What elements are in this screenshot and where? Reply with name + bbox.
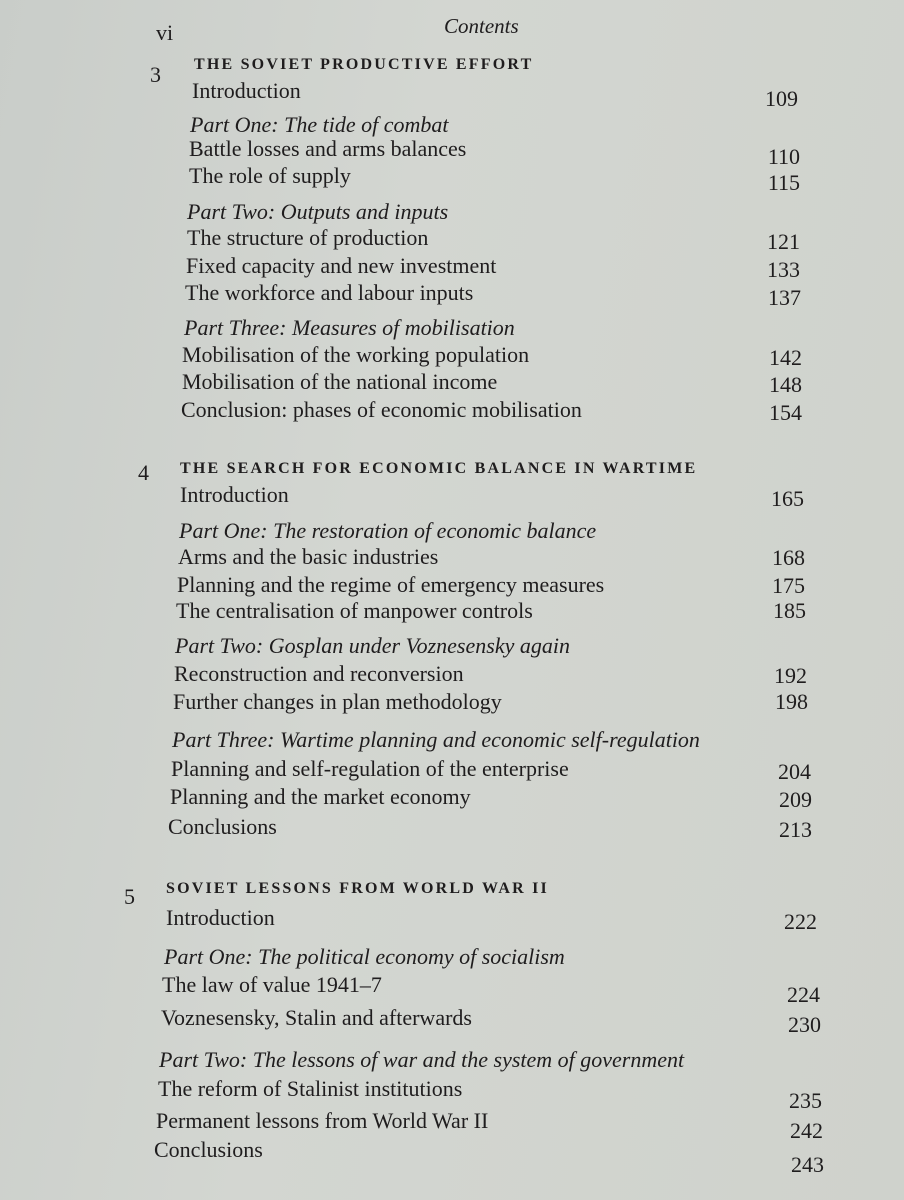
toc-entry: The structure of production	[187, 225, 429, 250]
toc-entry: The centralisation of manpower controls	[176, 598, 533, 623]
chapter-title: THE SOVIET PRODUCTIVE EFFORT	[194, 56, 534, 73]
chapter-number: 3	[150, 62, 161, 87]
part-heading: Part Two: Gosplan under Voznesensky again	[175, 633, 570, 658]
toc-entry: The workforce and labour inputs	[185, 280, 474, 305]
toc-entry: Planning and the market economy	[170, 784, 471, 809]
toc-entry: The reform of Stalinist institutions	[158, 1076, 463, 1101]
chapter-number: 4	[138, 460, 149, 485]
part-heading: Part One: The political economy of socialism	[164, 944, 565, 969]
part-heading: Part One: The tide of combat	[190, 112, 449, 137]
toc-page: 133	[767, 257, 800, 282]
toc-entry: Further changes in plan methodology	[173, 689, 502, 714]
toc-page: 224	[787, 982, 820, 1007]
toc-entry: Conclusion: phases of economic mobilisation	[181, 397, 582, 422]
toc-entry: Conclusions	[168, 814, 277, 839]
toc-entry: Planning and self-regulation of the enterprise	[171, 756, 569, 781]
toc-page: 115	[767, 170, 800, 195]
part-heading: Part Three: Wartime planning and economic self-regulation	[172, 727, 700, 752]
toc-entry: Mobilisation of the national income	[182, 369, 498, 394]
part-heading: Part One: The restoration of economic balance	[179, 518, 597, 543]
part-heading: Part Two: The lessons of war and the system of government	[159, 1047, 685, 1072]
toc-entry: Voznesensky, Stalin and afterwards	[161, 1005, 472, 1030]
toc-page: 109	[765, 86, 798, 111]
toc-entry: Introduction	[180, 482, 289, 507]
toc-entry: Arms and the basic industries	[178, 544, 439, 569]
toc-entry: Permanent lessons from World War II	[156, 1108, 489, 1133]
chapter-number: 5	[124, 884, 135, 909]
toc-entry: Introduction	[166, 905, 275, 930]
chapter-title: SOVIET LESSONS FROM WORLD WAR II	[166, 880, 549, 897]
page-number: vi	[156, 20, 174, 45]
toc-entry: Conclusions	[154, 1137, 263, 1162]
toc-entry: Mobilisation of the working population	[182, 342, 530, 367]
part-heading: Part Two: Outputs and inputs	[187, 199, 449, 224]
toc-page: 243	[791, 1152, 824, 1177]
toc-page: 213	[779, 817, 812, 842]
toc-page: 185	[773, 598, 806, 623]
toc-page: 137	[768, 285, 801, 310]
toc-entry: Reconstruction and reconversion	[174, 661, 464, 686]
chapter-title: THE SEARCH FOR ECONOMIC BALANCE IN WARTIME	[180, 460, 698, 477]
toc-page: 235	[789, 1088, 822, 1113]
toc-page: 230	[788, 1012, 821, 1037]
toc-page: 142	[769, 345, 802, 370]
toc-page: 204	[778, 759, 811, 784]
running-header: Contents	[444, 14, 519, 38]
toc-entry: Battle losses and arms balances	[189, 136, 467, 161]
toc-page: 148	[769, 372, 802, 397]
toc-page: 242	[790, 1118, 823, 1143]
toc-page: 192	[774, 663, 807, 688]
toc-entry: Introduction	[192, 78, 301, 103]
toc-page: 154	[769, 400, 802, 425]
toc-page: 121	[767, 229, 800, 254]
toc-page: 209	[779, 787, 812, 812]
toc-entry: Planning and the regime of emergency measures	[177, 572, 605, 597]
toc-page: 165	[771, 486, 804, 511]
toc-page: 168	[772, 545, 805, 570]
toc-entry: The role of supply	[189, 163, 351, 188]
toc-page: 110	[767, 144, 800, 169]
part-heading: Part Three: Measures of mobilisation	[184, 315, 515, 340]
toc-page: 198	[775, 689, 808, 714]
toc-page: 175	[772, 573, 805, 598]
toc-page: 222	[784, 909, 817, 934]
toc-entry: The law of value 1941–7	[162, 972, 382, 997]
toc-entry: Fixed capacity and new investment	[186, 253, 497, 278]
